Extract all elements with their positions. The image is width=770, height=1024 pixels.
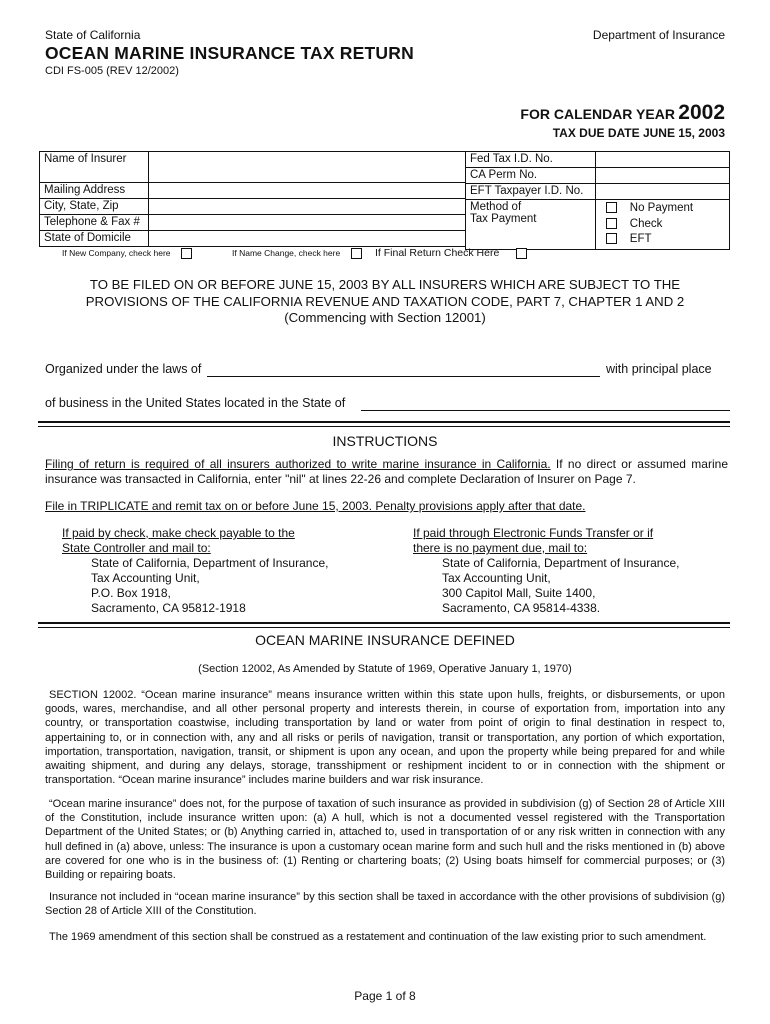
principal-place-label: with principal place [606,362,712,376]
business-state-label: of business in the United States located in the State of [45,396,346,410]
tax-id-table [465,151,730,250]
payment-option-eft[interactable] [606,232,725,248]
final-return-label: If Final Return Check Here [375,247,500,259]
final-return-row [375,247,527,259]
final-return-checkbox[interactable] [516,248,527,259]
eft-payment-heading-2: there is no payment due, mail to: [413,541,588,555]
method-label-line1: Method of [470,201,522,213]
no-payment-label: No Payment [629,202,694,214]
new-company-label: If New Company, check here [62,248,171,258]
payment-option-no-payment[interactable] [606,201,725,217]
insurer-name-field[interactable] [149,152,466,183]
calendar-year-line [520,101,725,125]
eft-address-line: Tax Accounting Unit, [442,571,551,585]
telephone-fax-label: Telephone & Fax # [40,215,149,231]
name-change-label: If Name Change, check here [232,248,341,258]
filing-notice-line3: (Commencing with Section 12001) [284,310,486,325]
city-state-zip-label: City, State, Zip [40,199,149,215]
calendar-year: 2002 [678,101,725,124]
payment-method-options [596,200,730,250]
method-of-payment-label [466,200,596,250]
payment-option-check[interactable] [606,217,725,233]
defined-paragraph-3: Insurance not included in “ocean marine insurance” by this section shall be taxed in accordance with the other provisions of subdivision (g) Section 28 of Article XIII of the Constitution. [45,891,725,918]
instructions-p1 [45,457,728,487]
eft-payment-block [413,526,679,616]
eft-payment-heading-1: If paid through Electronic Funds Transfer or if [413,526,654,540]
filing-notice-line1: TO BE FILED ON OR BEFORE JUNE 15, 2003 BY ALL INSURERS WHICH ARE SUBJECT TO THE [89,277,681,292]
eft-taxpayer-id-label: EFT Taxpayer I.D. No. [466,184,596,200]
form-id: CDI FS-005 (REV 12/2002) [45,65,179,77]
business-state-field[interactable] [361,410,730,411]
defined-subheading: (Section 12002, As Amended by Statute of 1969, Operative January 1, 1970) [198,663,572,675]
insurer-info-table [39,151,466,247]
eft-taxpayer-id-field[interactable] [596,184,730,200]
instructions-heading: INSTRUCTIONS [332,433,438,449]
section-divider [38,421,730,427]
fed-tax-id-label: Fed Tax I.D. No. [466,152,596,168]
filing-notice-line2: PROVISIONS OF THE CALIFORNIA REVENUE AND TAXATION CODE, PART 7, CHAPTER 1 AND 2 [85,293,685,309]
eft-address-line: Sacramento, CA 95814-4338. [442,601,601,615]
page-number: Page 1 of 8 [354,989,416,1003]
instructions-p2: File in TRIPLICATE and remit tax on or before June 15, 2003. Penalty provisions apply after that date. [45,499,586,513]
department-label: Department of Insurance [592,28,725,42]
instructions-p1-underlined: Filing of return is required of all insurers authorized to write marine insurance in California. [45,457,551,471]
check-payment-block [62,526,328,616]
defined-paragraph-1: SECTION 12002. “Ocean marine insurance” means insurance written within this state upon hulls, freights, or disbursements, or upon goods, wares, merchandise, and all other personal property and interests therein, in course of exportation from, importation into any country, or transportation coastwise, including transportation by land or water from point of origin to final destination in respect to, appertaining to, or in connection with, any and all risks or perils of navigation, transit or transportation, any portion of which exportation, importation, transportation, navigation, transit, or shipment is upon any ocean, and upon the property while being prepared for and while awaiting shipment, and during any delays, storage, transshipment or reshipment incident to or in connection with the shipment or transportation. “Ocean marine insurance” includes marine builders and war risk insurance. [45,689,725,787]
calendar-year-label: FOR CALENDAR YEAR [520,106,675,122]
name-change-checkbox[interactable] [351,248,362,259]
instructions-p1-rest: If no direct or assumed marine insurance was transacted in California, enter "nil" at lines 22-26 and complete Declaration of Insurer on Page 7. [45,457,728,486]
form-title: OCEAN MARINE INSURANCE TAX RETURN [45,43,414,63]
check-address-line: State of California, Department of Insurance, [91,556,329,570]
name-change-row [232,248,362,259]
check-address-line: P.O. Box 1918, [91,586,171,600]
mailing-address-field[interactable] [149,183,466,199]
defined-paragraph-2: “Ocean marine insurance” does not, for the purpose of taxation of such insurance as provided in subdivision (g) of Section 28 of Article XIII of the Constitution, include insurance written upon: (a) A hull, which is not a documented vessel registered with the Transportation Department of the United States; or (b) Anything carried in, attached to, used in transportation of or any risk written in connection with any hull defined in (a) above, unless: The insurance is upon a customary ocean marine form and such hull and the risks mentioned in (b) above are covered for one who is in the business of: (1) Renting or chartering boats; (2) Using boats himself for commercial purposes; or (3) Building or repairing boats. [45,798,725,882]
fed-tax-id-field[interactable] [596,152,730,168]
check-address-line: Tax Accounting Unit, [91,571,200,585]
ca-perm-field[interactable] [596,168,730,184]
ca-perm-label: CA Perm No. [466,168,596,184]
check-payment-heading-2: State Controller and mail to: [62,541,211,555]
defined-paragraph-4: The 1969 amendment of this section shall be construed as a restatement and continuation of the law existing prior to such amendment. [49,931,707,943]
no-payment-checkbox[interactable] [606,202,617,213]
organized-laws-field[interactable] [207,376,600,377]
check-payment-heading-1: If paid by check, make check payable to the [62,526,295,540]
state-of-domicile-field[interactable] [149,231,466,247]
tax-due-date: TAX DUE DATE JUNE 15, 2003 [552,126,725,140]
state-of-domicile-label: State of Domicile [40,231,149,247]
eft-label: EFT [629,233,652,245]
section-divider [38,622,730,628]
eft-checkbox[interactable] [606,233,617,244]
insurer-name-label: Name of Insurer [40,152,149,183]
check-label: Check [629,217,663,230]
check-checkbox[interactable] [606,218,617,229]
city-state-zip-field[interactable] [149,199,466,215]
telephone-fax-field[interactable] [149,215,466,231]
filing-notice [30,277,740,327]
check-address-line: Sacramento, CA 95812-1918 [91,601,246,615]
defined-heading: OCEAN MARINE INSURANCE DEFINED [255,632,515,648]
eft-address-line: State of California, Department of Insurance, [442,556,680,570]
new-company-checkbox[interactable] [181,248,192,259]
organized-laws-label: Organized under the laws of [45,362,202,376]
mailing-address-label: Mailing Address [40,183,149,199]
state-label: State of California [45,28,141,42]
eft-address-line: 300 Capitol Mall, Suite 1400, [442,586,596,600]
new-company-row [62,248,192,259]
method-label-line2: Tax Payment [470,213,537,225]
